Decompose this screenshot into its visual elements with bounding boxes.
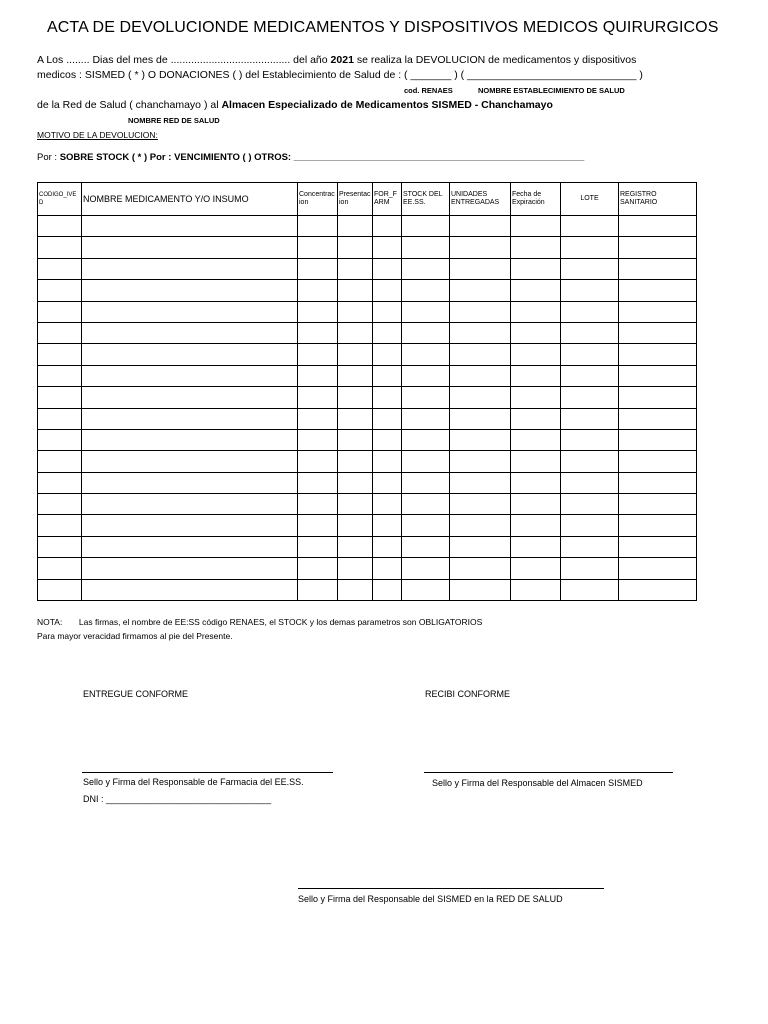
table-cell[interactable] — [561, 237, 619, 258]
table-cell[interactable] — [298, 472, 338, 493]
table-cell[interactable] — [511, 344, 561, 365]
table-row — [38, 579, 697, 600]
motivo-otros: OTROS: _______________________________________________________ — [254, 152, 585, 163]
table-cell[interactable] — [82, 280, 298, 301]
table-row — [38, 408, 697, 429]
table-cell[interactable] — [450, 387, 511, 408]
table-cell[interactable] — [511, 472, 561, 493]
table-cell[interactable] — [450, 322, 511, 343]
table-cell[interactable] — [450, 558, 511, 579]
table-cell[interactable] — [402, 365, 450, 386]
intro-almacen: Almacen Especializado de Medicamentos SISMED - Chanchamayo — [221, 99, 553, 111]
motivo-por-2: Por : — [149, 152, 172, 163]
table-cell[interactable] — [561, 408, 619, 429]
table-cell[interactable] — [373, 387, 402, 408]
table-cell[interactable] — [450, 301, 511, 322]
table-cell[interactable] — [402, 429, 450, 450]
table-cell[interactable] — [511, 408, 561, 429]
table-cell[interactable] — [561, 387, 619, 408]
table-cell[interactable] — [38, 558, 82, 579]
table-cell[interactable] — [38, 344, 82, 365]
table-cell[interactable] — [373, 408, 402, 429]
table-cell[interactable] — [402, 258, 450, 279]
table-cell[interactable] — [373, 558, 402, 579]
signature-almacen-label: Sello y Firma del Responsable del Almacen SISMED — [432, 778, 643, 788]
table-cell[interactable] — [561, 579, 619, 600]
table-cell[interactable] — [38, 472, 82, 493]
table-cell[interactable] — [82, 258, 298, 279]
table-cell[interactable] — [402, 216, 450, 237]
table-cell[interactable] — [619, 472, 697, 493]
table-cell[interactable] — [619, 536, 697, 557]
signature-line-farmacia — [82, 772, 333, 773]
motivo-vencimiento: VENCIMIENTO ( ) — [174, 152, 252, 163]
table-cell[interactable] — [373, 258, 402, 279]
table-cell[interactable] — [373, 472, 402, 493]
table-cell[interactable] — [38, 515, 82, 536]
table-cell[interactable] — [338, 429, 373, 450]
table-cell[interactable] — [338, 387, 373, 408]
header-nombre-medicamento: NOMBRE MEDICAMENTO Y/O INSUMO — [82, 183, 298, 216]
table-cell[interactable] — [619, 579, 697, 600]
table-cell[interactable] — [450, 280, 511, 301]
table-cell[interactable] — [338, 472, 373, 493]
table-cell[interactable] — [82, 216, 298, 237]
table-cell[interactable] — [38, 536, 82, 557]
table-cell[interactable] — [402, 579, 450, 600]
table-cell[interactable] — [450, 365, 511, 386]
label-nombre-red: NOMBRE RED DE SALUD — [128, 116, 220, 125]
table-cell[interactable] — [619, 387, 697, 408]
header-unidades-entregadas: UNIDADES ENTREGADAS — [450, 183, 511, 216]
table-cell[interactable] — [38, 408, 82, 429]
table-row — [38, 344, 697, 365]
table-cell[interactable] — [511, 258, 561, 279]
nota-line — [37, 617, 482, 627]
table-cell[interactable] — [38, 237, 82, 258]
table-cell[interactable] — [619, 280, 697, 301]
table-cell[interactable] — [298, 387, 338, 408]
table-cell[interactable] — [82, 451, 298, 472]
header-codigo-ived: CODIGO_IVED — [38, 183, 82, 216]
table-row — [38, 472, 697, 493]
table-cell[interactable] — [338, 280, 373, 301]
table-cell[interactable] — [373, 280, 402, 301]
table-cell[interactable] — [298, 301, 338, 322]
table-cell[interactable] — [402, 494, 450, 515]
table-cell[interactable] — [38, 451, 82, 472]
table-cell[interactable] — [38, 494, 82, 515]
table-cell[interactable] — [511, 558, 561, 579]
intro-line-1 — [37, 54, 636, 66]
table-cell[interactable] — [338, 408, 373, 429]
table-cell[interactable] — [338, 536, 373, 557]
table-cell[interactable] — [402, 387, 450, 408]
table-cell[interactable] — [450, 451, 511, 472]
table-cell[interactable] — [298, 515, 338, 536]
signature-farmacia-label: Sello y Firma del Responsable de Farmacia del EE.SS. — [83, 777, 304, 787]
intro-line-1-a: A Los ........ Dias del mes de ......................................... del año — [37, 54, 328, 66]
document-title: ACTA DE DEVOLUCIONDE MEDICAMENTOS Y DISPOSITIVOS MEDICOS QUIRURGICOS — [47, 19, 719, 36]
table-cell[interactable] — [450, 216, 511, 237]
table-cell[interactable] — [82, 322, 298, 343]
table-cell[interactable] — [402, 408, 450, 429]
table-cell[interactable] — [82, 579, 298, 600]
table-cell[interactable] — [338, 258, 373, 279]
entregue-conforme-label: ENTREGUE CONFORME — [83, 689, 189, 699]
table-cell[interactable] — [450, 494, 511, 515]
signature-red-label: Sello y Firma del Responsable del SISMED en la RED DE SALUD — [298, 894, 563, 904]
table-cell[interactable] — [511, 494, 561, 515]
table-row — [38, 494, 697, 515]
header-presentacion: Presentacion — [338, 183, 373, 216]
table-cell[interactable] — [619, 408, 697, 429]
table-cell[interactable] — [298, 451, 338, 472]
recibi-conforme-label: RECIBI CONFORME — [425, 689, 511, 699]
table-cell[interactable] — [298, 344, 338, 365]
table-header-row — [38, 183, 697, 216]
table-cell[interactable] — [561, 216, 619, 237]
table-cell[interactable] — [338, 237, 373, 258]
table-cell[interactable] — [402, 451, 450, 472]
table-cell[interactable] — [338, 301, 373, 322]
table-cell[interactable] — [619, 344, 697, 365]
signature-line-red — [298, 888, 604, 889]
intro-line-2: medicos : SISMED ( * ) O DONACIONES ( ) del Establecimiento de Salud de : ( _______ ) ( _____________________________ ) — [37, 69, 643, 81]
table-cell[interactable] — [82, 536, 298, 557]
table-cell[interactable] — [338, 451, 373, 472]
table-cell[interactable] — [561, 451, 619, 472]
table-cell[interactable] — [373, 494, 402, 515]
table-cell[interactable] — [298, 579, 338, 600]
table-cell[interactable] — [338, 344, 373, 365]
medicamentos-table — [37, 182, 697, 601]
table-cell[interactable] — [511, 216, 561, 237]
table-cell[interactable] — [373, 365, 402, 386]
table-cell[interactable] — [338, 216, 373, 237]
table-cell[interactable] — [38, 365, 82, 386]
table-cell[interactable] — [82, 301, 298, 322]
table-cell[interactable] — [402, 536, 450, 557]
table-cell[interactable] — [511, 322, 561, 343]
table-cell[interactable] — [82, 365, 298, 386]
table-cell[interactable] — [511, 237, 561, 258]
table-cell[interactable] — [373, 579, 402, 600]
table-row — [38, 536, 697, 557]
table-cell[interactable] — [619, 494, 697, 515]
table-cell[interactable] — [373, 429, 402, 450]
nota-text: Las firmas, el nombre de EE:SS código RENAES, el STOCK y los demas parametros son OBLIGATORIOS — [78, 617, 483, 627]
table-cell[interactable] — [450, 579, 511, 600]
table-cell[interactable] — [82, 472, 298, 493]
table-cell[interactable] — [511, 301, 561, 322]
table-cell[interactable] — [561, 494, 619, 515]
table-cell[interactable] — [561, 322, 619, 343]
table-cell[interactable] — [402, 515, 450, 536]
table-cell[interactable] — [338, 322, 373, 343]
table-cell[interactable] — [82, 387, 298, 408]
table-row — [38, 387, 697, 408]
motivo-heading: MOTIVO DE LA DEVOLUCION: — [37, 130, 158, 140]
table-cell[interactable] — [619, 451, 697, 472]
table-cell[interactable] — [511, 387, 561, 408]
table-cell[interactable] — [38, 429, 82, 450]
table-cell[interactable] — [402, 280, 450, 301]
table-cell[interactable] — [619, 216, 697, 237]
table-row — [38, 515, 697, 536]
table-cell[interactable] — [450, 472, 511, 493]
table-cell[interactable] — [619, 515, 697, 536]
table-cell[interactable] — [298, 536, 338, 557]
signature-line-almacen — [424, 772, 673, 773]
table-cell[interactable] — [373, 322, 402, 343]
table-cell[interactable] — [450, 237, 511, 258]
table-cell[interactable] — [619, 237, 697, 258]
header-stock: STOCK DEL EE.SS. — [402, 183, 450, 216]
table-cell[interactable] — [38, 579, 82, 600]
table-cell[interactable] — [402, 301, 450, 322]
table-cell[interactable] — [402, 558, 450, 579]
table-row — [38, 451, 697, 472]
table-cell[interactable] — [402, 472, 450, 493]
table-cell[interactable] — [619, 365, 697, 386]
table-cell[interactable] — [402, 237, 450, 258]
table-cell[interactable] — [82, 494, 298, 515]
table-cell[interactable] — [298, 322, 338, 343]
table-cell[interactable] — [338, 579, 373, 600]
table-cell[interactable] — [298, 216, 338, 237]
table-cell[interactable] — [338, 515, 373, 536]
table-cell[interactable] — [298, 429, 338, 450]
table-cell[interactable] — [82, 237, 298, 258]
header-registro-sanitario: REGISTRO SANITARIO — [619, 183, 697, 216]
table-cell[interactable] — [619, 429, 697, 450]
header-for-farm: FOR_FARM — [373, 183, 402, 216]
table-cell[interactable] — [619, 558, 697, 579]
table-cell[interactable] — [561, 515, 619, 536]
table-cell[interactable] — [298, 494, 338, 515]
table-cell[interactable] — [38, 301, 82, 322]
table-cell[interactable] — [338, 365, 373, 386]
table-cell[interactable] — [373, 216, 402, 237]
table-row — [38, 280, 697, 301]
table-row — [38, 365, 697, 386]
table-cell[interactable] — [82, 429, 298, 450]
table-cell[interactable] — [561, 301, 619, 322]
table-row — [38, 558, 697, 579]
table-cell[interactable] — [373, 237, 402, 258]
table-cell[interactable] — [561, 344, 619, 365]
table-row — [38, 322, 697, 343]
table-cell[interactable] — [338, 494, 373, 515]
table-cell[interactable] — [38, 258, 82, 279]
table-cell[interactable] — [298, 258, 338, 279]
table-cell[interactable] — [561, 365, 619, 386]
dni-field: DNI : _________________________________ — [83, 794, 272, 804]
table-cell[interactable] — [82, 558, 298, 579]
table-cell[interactable] — [511, 536, 561, 557]
table-cell[interactable] — [373, 451, 402, 472]
header-fecha-expiracion: Fecha de Expiración — [511, 183, 561, 216]
intro-line-3 — [37, 99, 553, 111]
table-cell[interactable] — [402, 322, 450, 343]
table-row — [38, 429, 697, 450]
table-cell[interactable] — [511, 515, 561, 536]
table-cell[interactable] — [298, 558, 338, 579]
label-cod-renaes: cod. RENAES — [404, 86, 453, 95]
table-cell[interactable] — [38, 216, 82, 237]
table-cell[interactable] — [82, 408, 298, 429]
nota-line-2: Para mayor veracidad firmamos al pie del Presente. — [37, 631, 233, 641]
table-cell[interactable] — [511, 429, 561, 450]
motivo-line — [37, 152, 584, 163]
table-cell[interactable] — [82, 344, 298, 365]
header-lote: LOTE — [561, 183, 619, 216]
table-cell[interactable] — [511, 579, 561, 600]
table-row — [38, 258, 697, 279]
table-cell[interactable] — [511, 451, 561, 472]
intro-year: 2021 — [330, 54, 354, 66]
table-cell[interactable] — [561, 536, 619, 557]
table-cell[interactable] — [82, 515, 298, 536]
table-cell[interactable] — [511, 280, 561, 301]
table-cell[interactable] — [511, 365, 561, 386]
table-cell[interactable] — [38, 322, 82, 343]
motivo-por-1: Por : — [37, 152, 58, 163]
table-cell[interactable] — [561, 429, 619, 450]
table-cell[interactable] — [298, 408, 338, 429]
table-cell[interactable] — [561, 472, 619, 493]
table-cell[interactable] — [450, 344, 511, 365]
table-cell[interactable] — [373, 515, 402, 536]
table-row — [38, 237, 697, 258]
label-nombre-establecimiento: NOMBRE ESTABLECIMIENTO DE SALUD — [478, 86, 625, 95]
table-cell[interactable] — [373, 344, 402, 365]
table-cell[interactable] — [450, 515, 511, 536]
table-row — [38, 216, 697, 237]
table-cell[interactable] — [402, 344, 450, 365]
table-cell[interactable] — [561, 558, 619, 579]
table-cell[interactable] — [38, 280, 82, 301]
table-cell[interactable] — [561, 280, 619, 301]
intro-line-3-a: de la Red de Salud ( chanchamayo ) al — [37, 99, 219, 111]
table-cell[interactable] — [373, 536, 402, 557]
table-cell[interactable] — [298, 237, 338, 258]
table-body — [38, 216, 697, 601]
table-cell[interactable] — [619, 322, 697, 343]
table-cell[interactable] — [561, 258, 619, 279]
table-cell[interactable] — [38, 387, 82, 408]
table-cell[interactable] — [619, 258, 697, 279]
table-cell[interactable] — [450, 429, 511, 450]
table-cell[interactable] — [338, 558, 373, 579]
table-cell[interactable] — [373, 301, 402, 322]
table-cell[interactable] — [619, 301, 697, 322]
table-cell[interactable] — [298, 365, 338, 386]
intro-line-1-b: se realiza la DEVOLUCION de medicamentos y dispositivos — [356, 54, 637, 66]
table-cell[interactable] — [450, 258, 511, 279]
header-concentracion: Concentracion — [298, 183, 338, 216]
motivo-sobre-stock: SOBRE STOCK ( * ) — [59, 152, 148, 163]
table-cell[interactable] — [450, 408, 511, 429]
nota-label: NOTA: — [37, 617, 63, 627]
table-cell[interactable] — [450, 536, 511, 557]
table-cell[interactable] — [298, 280, 338, 301]
table-row — [38, 301, 697, 322]
